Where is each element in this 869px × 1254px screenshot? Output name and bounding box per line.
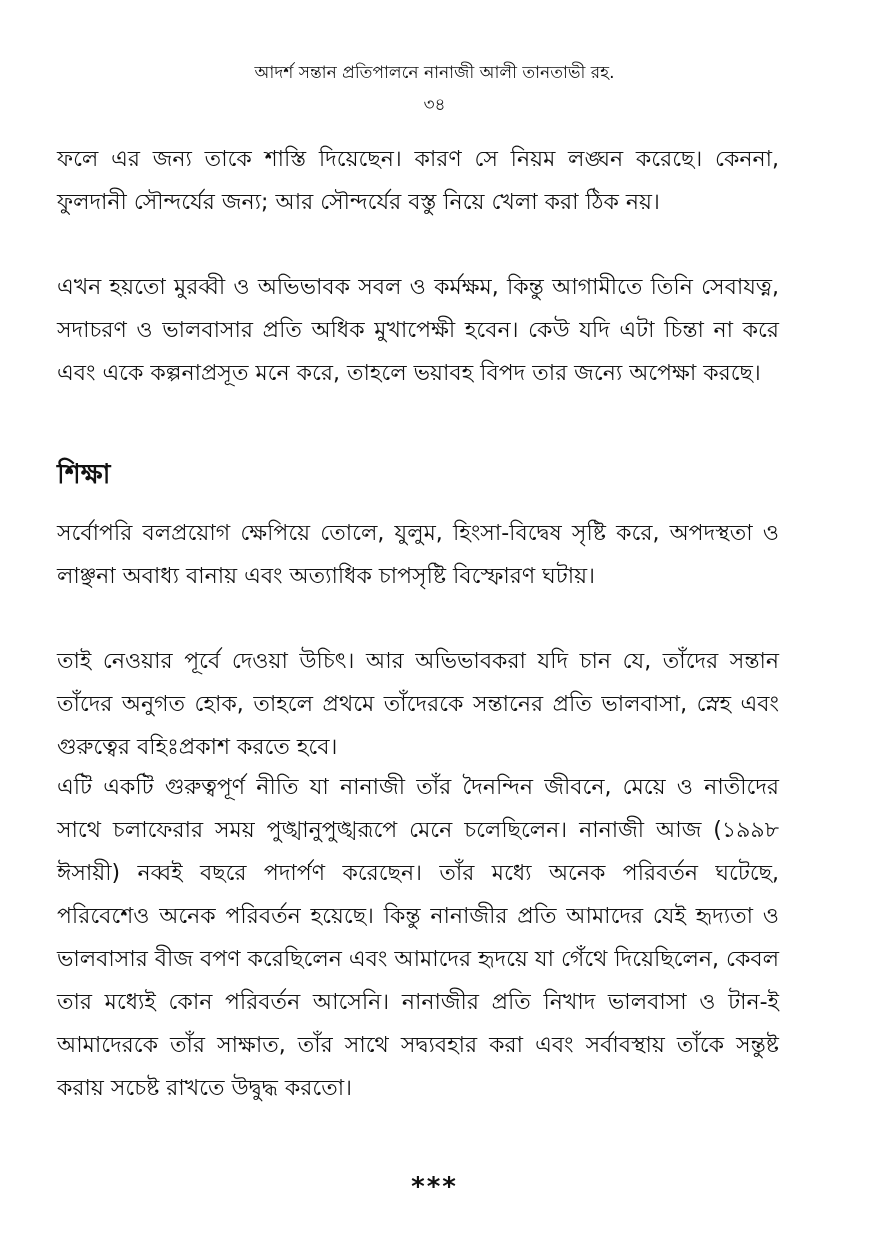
paragraph: তাই নেওয়ার পূর্বে দেওয়া উচিৎ। আর অভিভাবকরা যদি চান যে, তাঁদের সন্তান তাঁদের অনুগত হোক, তাহলে প্রথমে তাঁদেরকে সন্তানের প্রতি ভালবাসা, স্নেহ এবং গুরুত্বের বহিঃপ্রকাশ করতে হবে। — [57, 649, 779, 760]
paragraph: সর্বোপরি বলপ্রয়োগ ক্ষেপিয়ে তোলে, যুলুম, হিংসা-বিদ্বেষ সৃষ্টি করে, অপদস্থতা ও লাঞ্ছনা অবাধ্য বানায় এবং অত্যাধিক চাপসৃষ্টি বিস্ফোরণ ঘটায়। — [57, 521, 779, 589]
paragraph: এখন হয়তো মুরব্বী ও অভিভাবক সবল ও কর্মক্ষম, কিন্তু আগামীতে তিনি সেবাযত্ন, সদাচরণ ও ভালবাসার প্রতি অধিক মুখাপেক্ষী হবেন। কেউ যদি এটা চিন্তা না করে এবং একে কল্পনাপ্রসূত মনে করে, তাহলে ভয়াবহ বিপদ তার জন্যে অপেক্ষা করছে। — [57, 275, 779, 386]
running-header: আদর্শ সন্তান প্রতিপালনে নানাজী আলী তানতাভী রহ. — [254, 63, 615, 83]
paragraph: এটি একটি গুরুত্বপূর্ণ নীতি যা নানাজী তাঁর দৈনন্দিন জীবনে, মেয়ে ও নাতীদের সাথে চলাফেরার সময় পুঙ্খানুপুঙ্খরূপে মেনে চলেছিলেন। নানাজী আজ (১৯৯৮ ঈসায়ী) নব্বই বছরে পদার্পণ করেছেন। তাঁর মধ্যে অনেক পরিবর্তন ঘটেছে, পরিবেশেও অনেক পরিবর্তন হয়েছে। কিন্তু নানাজীর প্রতি আমাদের যেই হৃদ্যতা ও ভালবাসার বীজ বপণ করেছিলেন এবং আমাদের হৃদয়ে যা গেঁথে দিয়েছিলেন, কেবল তার মধ্যেই কোন পরিবর্তন আসেনি। নানাজীর প্রতি নিখাদ ভালবাসা ও টান-ই আমাদেরকে তাঁর সাক্ষাত, তাঁর সাথে সদ্ব্যবহার করা এবং সর্বাবস্থায় তাঁকে সন্তুষ্ট করায় সচেষ্ট রাখতে উদ্বুদ্ধ করতো। — [57, 775, 779, 1101]
section-end-mark: *** — [411, 1172, 458, 1202]
page-number: ৩৪ — [423, 95, 446, 115]
paragraph: ফলে এর জন্য তাকে শাস্তি দিয়েছেন। কারণ সে নিয়ম লঙ্ঘন করেছে। কেননা, ফুলদানী সৌন্দর্যের জন্য; আর সৌন্দর্যের বস্তু নিয়ে খেলা করা ঠিক নয়। — [57, 147, 779, 215]
section-heading: শিক্ষা — [57, 459, 111, 490]
